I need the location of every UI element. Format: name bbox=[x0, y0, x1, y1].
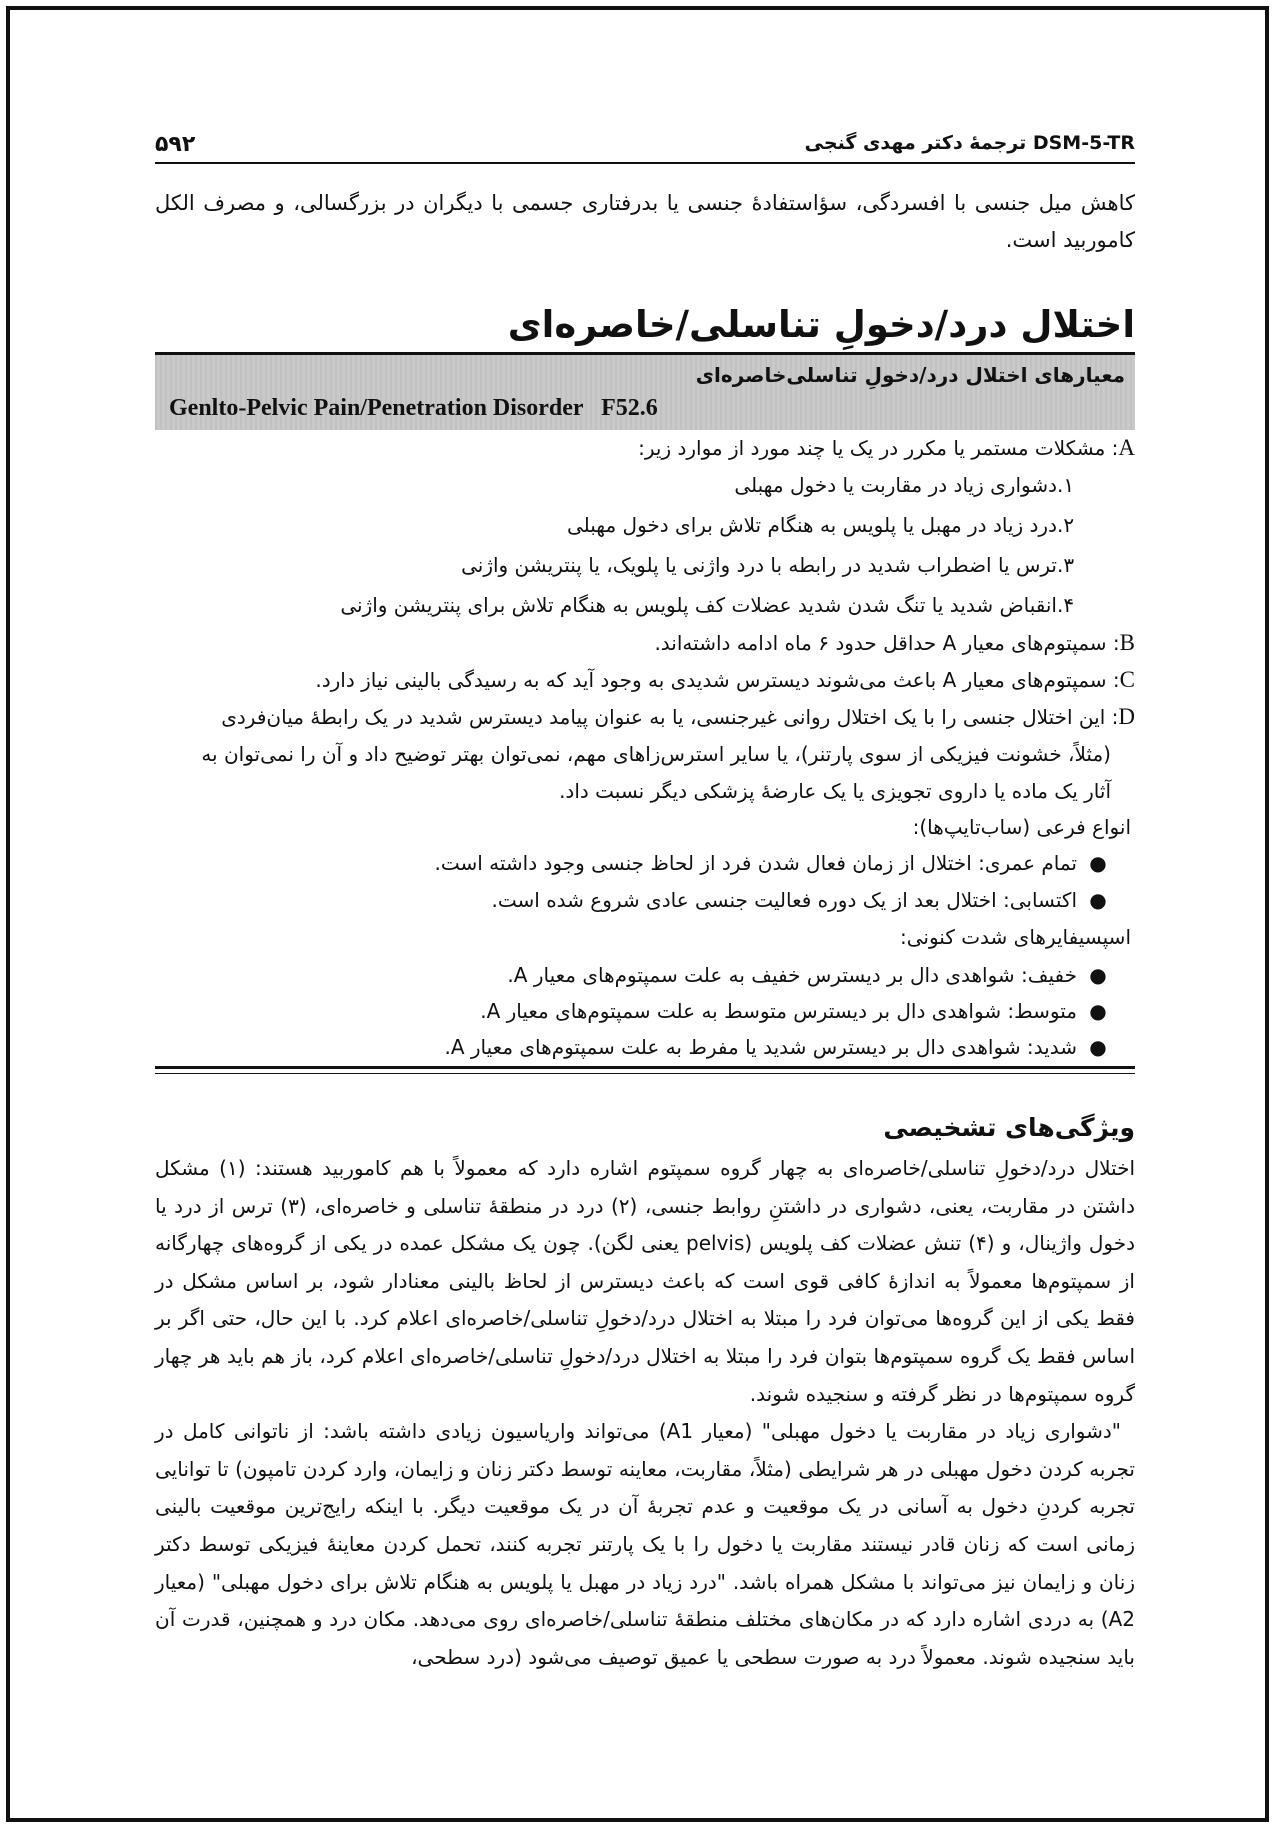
criteria-box-header bbox=[155, 352, 1135, 430]
criteria-title-en: Genlto-Pelvic Pain/Penetration Disorder F52.6 bbox=[169, 395, 658, 421]
subtype-item bbox=[434, 851, 1119, 875]
severity-text: شدید: شواهدی دال بر دیسترس شدید یا مفرط به علت سمپتوم‌های معیار A. bbox=[444, 1035, 1077, 1059]
item-text: انقباض شدید یا تنگ شدن شدید عضلات کف پلویس به هنگام تلاش برای پنتریشن واژنی bbox=[340, 593, 1057, 617]
item-text: دشواری زیاد در مقاربت یا دخول مهبلی bbox=[734, 473, 1057, 497]
bullet-icon: ● bbox=[1089, 999, 1107, 1023]
severity-heading: اسپسیفایرهای شدت کنونی: bbox=[900, 925, 1131, 949]
criteria-box-rule bbox=[155, 1066, 1135, 1069]
criterion-text: : سمپتوم‌های معیار A باعث می‌شوند دیسترس شدیدی به وجود آید که به رسیدگی بالینی نیاز دارد. bbox=[315, 668, 1120, 692]
criterion-c bbox=[155, 667, 1135, 693]
criterion-d-continuation: آثار یک ماده یا داروی تجویزی یا یک عارضهٔ پزشکی دیگر نسبت داد. bbox=[559, 779, 1111, 803]
criterion-a bbox=[155, 435, 1135, 461]
severity-item bbox=[444, 1035, 1119, 1059]
criterion-letter: B bbox=[1119, 630, 1135, 655]
item-number: ۳. bbox=[1057, 553, 1075, 577]
criterion-letter: A bbox=[1118, 435, 1135, 460]
diagnostic-features-heading: ویژگی‌های تشخیصی bbox=[883, 1113, 1135, 1142]
criterion-text: : مشکلات مستمر یا مکرر در یک یا چند مورد از موارد زیر: bbox=[638, 436, 1119, 460]
page-header bbox=[155, 132, 1135, 162]
criteria-box-rule bbox=[155, 1073, 1135, 1074]
bullet-icon: ● bbox=[1089, 1035, 1107, 1059]
criterion-d bbox=[155, 704, 1135, 730]
criterion-text: : سمپتوم‌های معیار A حداقل حدود ۶ ماه ادامه داشته‌اند. bbox=[654, 631, 1120, 655]
bullet-icon: ● bbox=[1089, 888, 1107, 912]
item-number: ۲. bbox=[1057, 513, 1075, 537]
criteria-title-fa: معیارهای اختلال درد/دخولِ تناسلی‌خاصره‌ای bbox=[695, 363, 1125, 387]
intro-paragraph: کاهش میل جنسی با افسردگی، سؤاستفادهٔ جنسی یا بدرفتاری جسمی با دیگران در بزرگسالی، و مصرف الکل کاموربید است. bbox=[155, 191, 1135, 252]
criterion-a-item bbox=[461, 553, 1091, 577]
subtype-item bbox=[492, 888, 1119, 912]
subtypes-heading: انواع فرعی (ساب‌تایپ‌ها): bbox=[912, 815, 1131, 839]
criterion-letter: D bbox=[1118, 704, 1135, 729]
severity-text: خفیف: شواهدی دال بر دیسترس خفیف به علت سمپتوم‌های معیار A. bbox=[507, 963, 1077, 987]
header-rule bbox=[155, 162, 1135, 164]
criterion-letter: C bbox=[1119, 667, 1135, 692]
item-text: درد زیاد در مهبل یا پلویس به هنگام تلاش برای دخول مهبلی bbox=[566, 513, 1057, 537]
item-number: ۱. bbox=[1057, 473, 1075, 497]
criterion-b bbox=[155, 630, 1135, 656]
item-text: ترس یا اضطراب شدید در رابطه با درد واژنی یا پلویک، یا پنتریشن واژنی bbox=[461, 553, 1057, 577]
severity-text: متوسط: شواهدی دال بر دیسترس متوسط به علت سمپتوم‌های معیار A. bbox=[480, 999, 1077, 1023]
severity-item bbox=[507, 963, 1119, 987]
criterion-d-continuation: (مثلاً، خشونت فیزیکی از سوی پارتنر)، یا سایر استرس‌زاهای مهم، نمی‌توان بهتر توضیح داد و آن را نمی‌توان به bbox=[201, 742, 1111, 766]
section-title: اختلال درد/دخولِ تناسلی/خاصره‌ای bbox=[507, 303, 1135, 346]
bullet-icon: ● bbox=[1089, 851, 1107, 875]
criterion-a-item bbox=[567, 513, 1091, 537]
paragraph: "دشواری زیاد در مقاربت یا دخول مهبلی" (معیار A1) می‌تواند واریاسیون زیادی داشته باشد: از ناتوانی کامل در تجربه کردن دخول مهبلی در هر شرایطی (مثلاً، مقاربت، معاینه توسط دکتر زنان و زایمان، وارد کردن تامپون) تا توانایی تجربه کردنِ دخول به آسانی در یک موقعیت و عدم تجربهٔ آن در یک موقعیت دیگر. با اینکه رایج‌ترین موقعیت بالینی زمانی است که زنان قادر نیستند مقاربت یا دخول را با یک پارتنر تجربه کنند، تحمل کردن معاینهٔ فیزیکی توسط دکتر زنان و زایمان نیز می‌تواند با مشکل همراه باشد. "درد زیاد در مهبل یا پلویس به هنگام تلاش برای دخول مهبلی" (معیار A2) به دردی اشاره دارد که در مکان‌های مختلف منطقهٔ تناسلی/خاصره‌ای روی می‌دهد. مکان درد و همچنین، قدرت آن باید سنجیده شوند. معمولاً درد به صورت سطحی یا عمیق توصیف می‌شود (درد سطحی، bbox=[155, 1419, 1135, 1669]
subtype-text: اکتسابی: اختلال بعد از یک دوره فعالیت جنسی عادی شروع شده است. bbox=[491, 888, 1077, 912]
criterion-a-item bbox=[340, 593, 1091, 617]
paragraph: اختلال درد/دخولِ تناسلی/خاصره‌ای به چهار گروه سمپتوم اشاره دارد که معمولاً با هم کاموربید هستند: (۱) مشکل داشتن در مقاربت، یعنی، دشواری در داشتنِ روابط جنسی، (۲) درد در منطقهٔ تناسلی و خاصره‌ای، (۳) ترس از درد یا دخول واژینال، و (۴) تنش عضلات کف پلویس (pelvis یعنی لگن). چون یک مشکل عمده در یکی از گروه‌های چهارگانه از سمپتوم‌ها معمولاً به اندازهٔ کافی قوی است که باعث دیسترس از لحاظ بالینی معنادار شود، بر اساس مشکل در فقط یکی از این گروه‌ها می‌توان فرد را مبتلا به اختلال درد/دخولِ تناسلی/خاصره‌ای اعلام کرد. با این حال، حتی اگر بر اساس فقط یک گروه سمپتوم‌ها بتوان فرد را مبتلا به اختلال درد/دخولِ تناسلی/خاصره‌ای اعلام کرد، باز هم باید هر چهار گروه سمپتوم‌ها در نظر گرفته و سنجیده شوند. bbox=[155, 1156, 1136, 1406]
running-title: DSM-5-TR ترجمهٔ دکتر مهدی گنجی bbox=[804, 132, 1135, 154]
subtype-text: تمام عمری: اختلال از زمان فعال شدن فرد از لحاظ جنسی وجود داشته است. bbox=[434, 851, 1077, 875]
criterion-text: : این اختلال جنسی را با یک اختلال روانی غیرجنسی، یا به عنوان پیامد دیسترس شدید در یک رابطهٔ میان‌فردی bbox=[221, 705, 1119, 729]
diagnostic-features-body bbox=[155, 1150, 1135, 1676]
item-number: ۴. bbox=[1057, 593, 1075, 617]
document-page bbox=[155, 0, 1135, 1832]
page-number: ۵۹۲ bbox=[155, 132, 196, 157]
bullet-icon: ● bbox=[1089, 963, 1107, 987]
severity-item bbox=[480, 999, 1119, 1023]
criterion-a-item bbox=[734, 473, 1091, 497]
